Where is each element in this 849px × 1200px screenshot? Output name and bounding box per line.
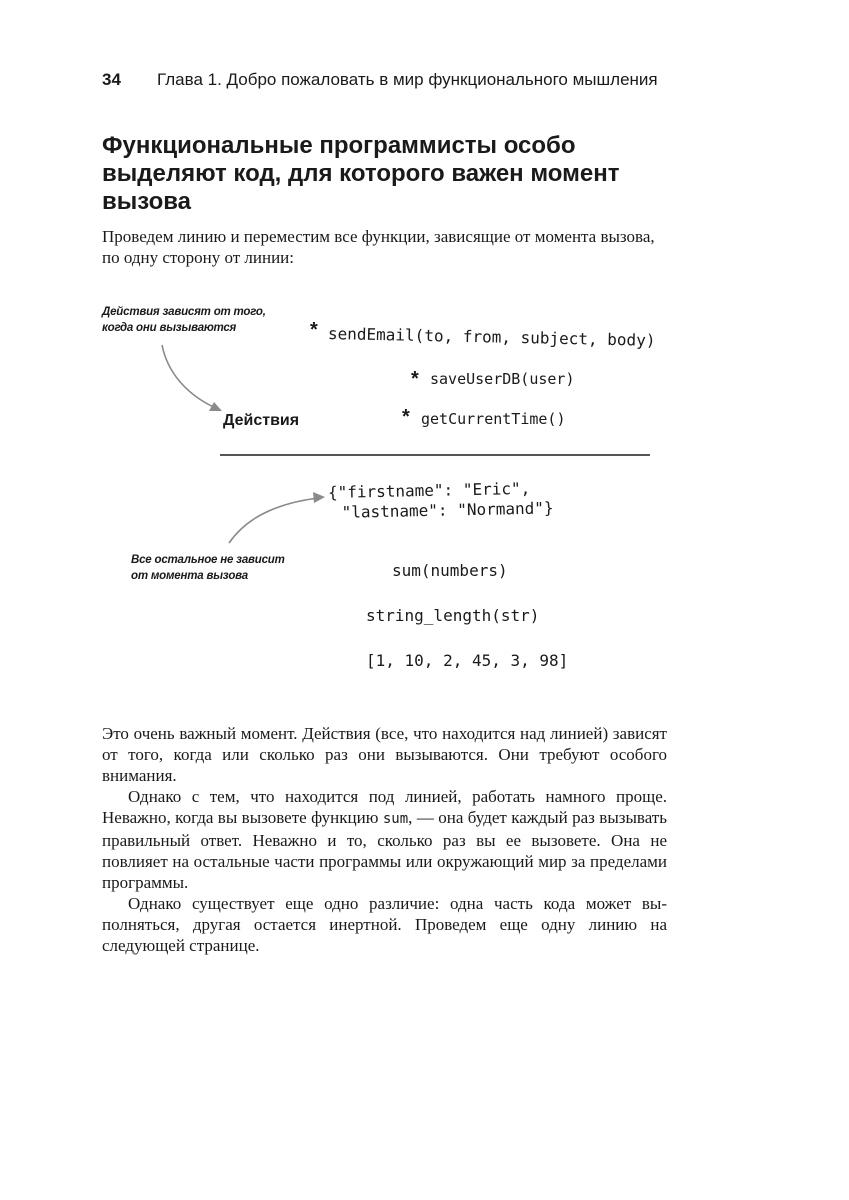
action-get-current-time: getCurrentTime(): [421, 410, 566, 428]
asterisk-icon: *: [411, 368, 419, 390]
note-actions-line-2: когда они вызываются: [102, 322, 237, 334]
actions-label: Действия: [223, 412, 300, 429]
section-title: Функциональные программисты особо выделяют код, для которого важен момент вызова: [102, 132, 620, 215]
note-calculations-line-1: Все остальное не зависит: [131, 554, 285, 566]
arrow-to-data-head: [313, 492, 325, 503]
note-calculations: [131, 552, 351, 584]
intro-paragraph: Проведем линию и переместим все функции, зависящие от момента вызова, по одну сторону от линии:: [102, 227, 655, 267]
body-text: [102, 723, 667, 956]
data-object-line-1: {"firstname": "Eric",: [327, 478, 531, 502]
paragraph-3: Однако существует еще одно различие: одна часть кода может выполняться, другая остается инертной. Проведем еще одну линию на следующей странице.: [102, 894, 667, 955]
note-actions-line-1: Действия зависят от того,: [102, 306, 266, 318]
calc-string-length: string_length(str): [366, 606, 540, 625]
arrow-to-data: [229, 498, 318, 543]
action-send-email: sendEmail(to, from, subject, body): [327, 324, 656, 350]
asterisk-icon: *: [310, 319, 318, 341]
asterisk-icon: *: [402, 406, 410, 428]
paragraph-2: [102, 786, 667, 893]
page-number: 34: [102, 70, 121, 89]
running-head: Глава 1. Добро пожаловать в мир функционального мышления: [157, 70, 658, 89]
paragraph-2-start: Однако с тем, что находится под линией, работать намного проще. Неважно, когда вы вызовете функцию: [102, 787, 667, 827]
arrow-to-actions: [162, 345, 218, 409]
data-object-line-2: "lastname": "Normand"}: [331, 498, 554, 522]
action-save-user-db: saveUserDB(user): [430, 370, 575, 388]
calc-sum: sum(numbers): [392, 561, 508, 580]
paragraph-2-end: , — она будет каждый раз вызывать правильный ответ. Неважно и то, сколько раз вы ее вызовете. Она не повлияет на остальные части программы или окружающий мир за пределами программы.: [102, 808, 667, 892]
inline-code-sum: sum: [382, 811, 409, 827]
arrow-to-actions-head: [209, 402, 222, 411]
note-calculations-line-2: от момента вызова: [131, 570, 248, 582]
note-actions: [102, 304, 302, 336]
paragraph-1: Это очень важный момент. Действия (все, что находится над линией) зависят от того, когда или сколько раз они вызываются. Они требуют особого внимания.: [102, 724, 667, 785]
data-array: [1, 10, 2, 45, 3, 98]: [366, 651, 569, 670]
